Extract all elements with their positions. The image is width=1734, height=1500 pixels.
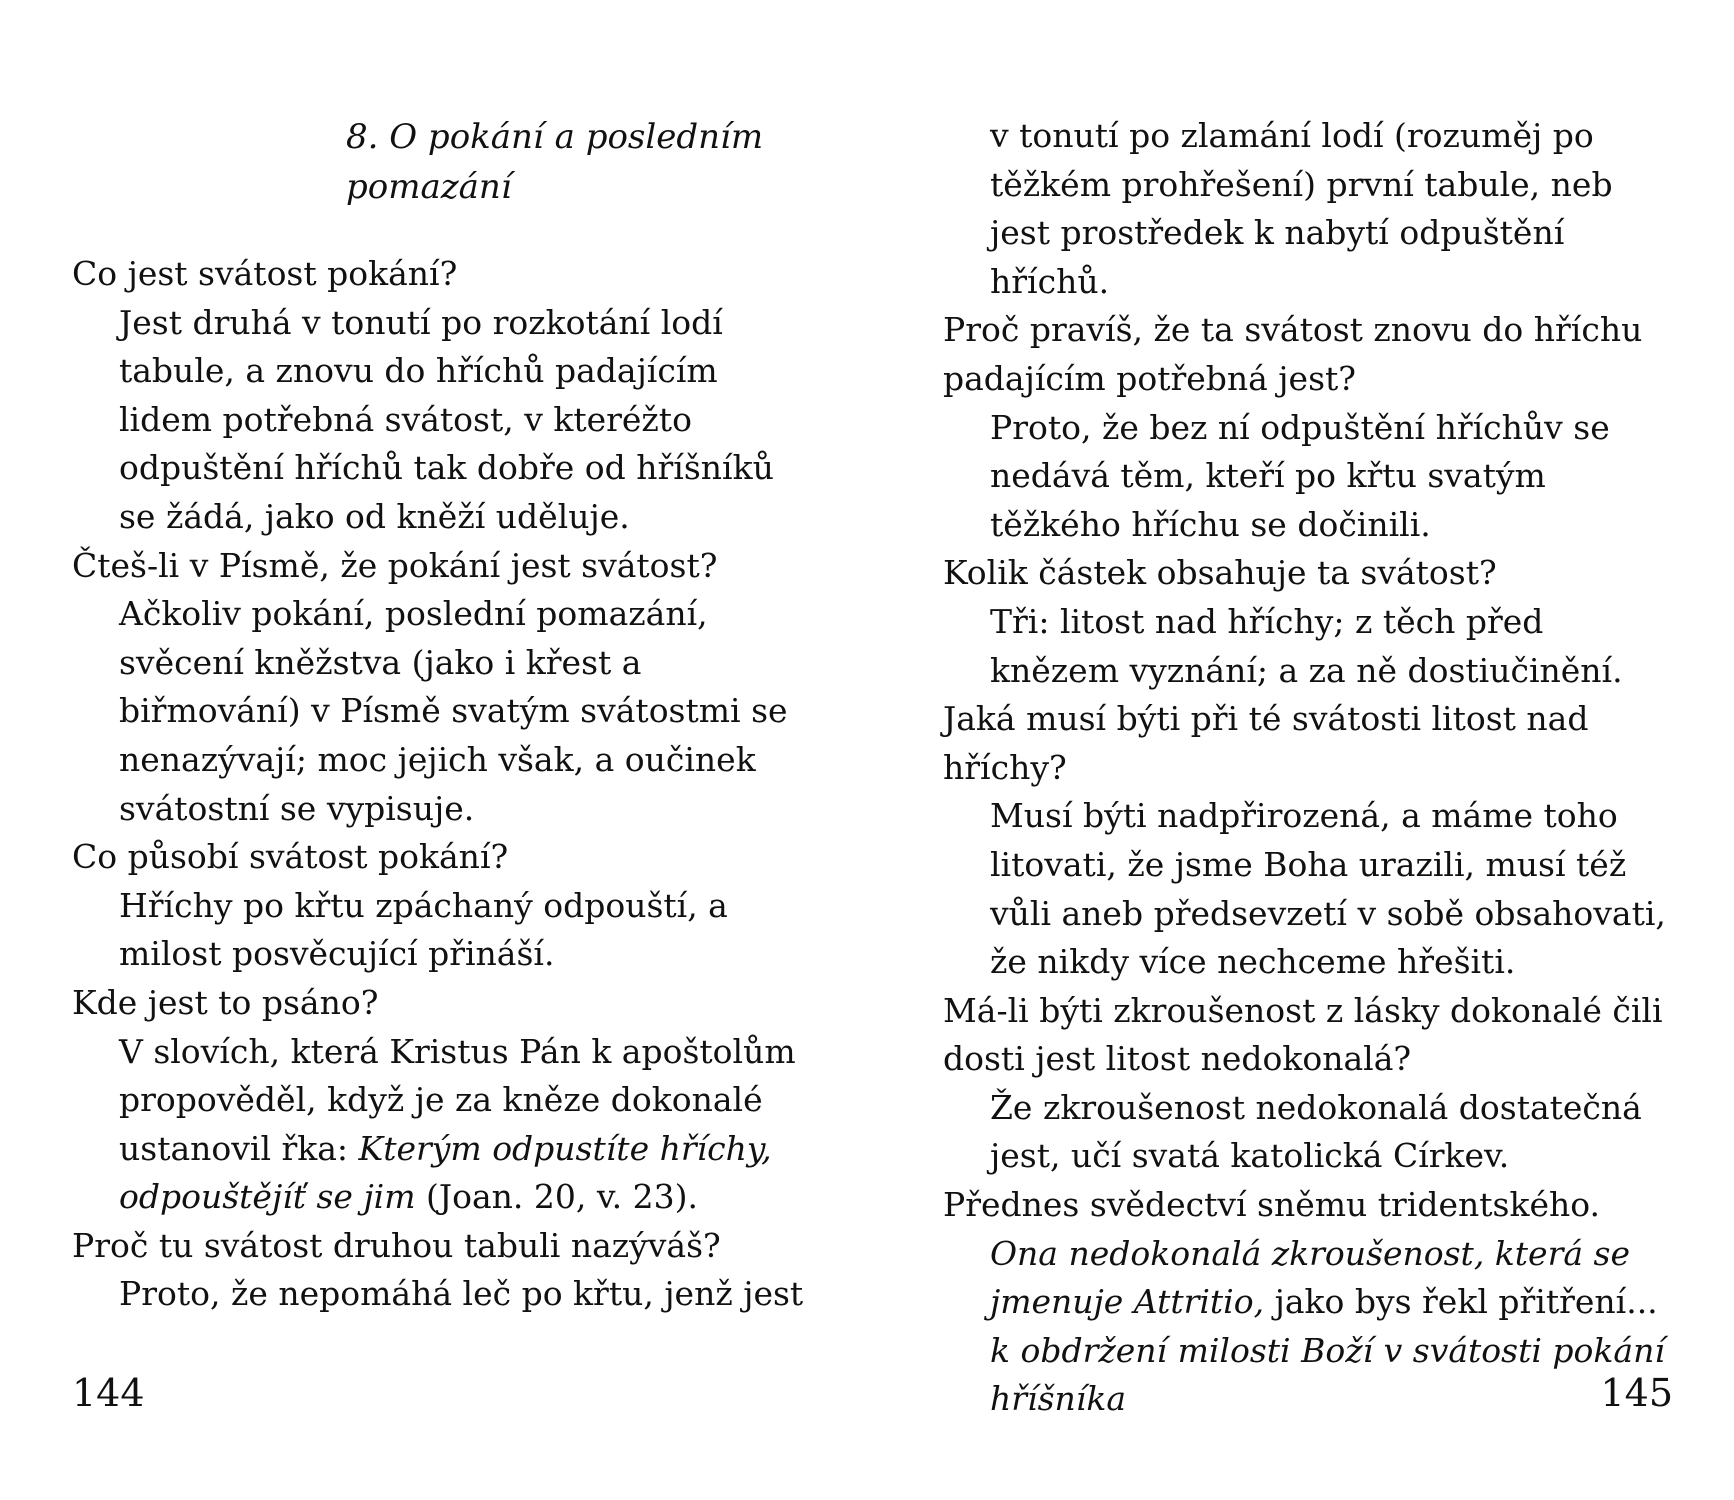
answer-text: Ačkoliv pokání, poslední pomazání, svěcení kněžstva (jako i křest a biřmování) v Písmě svatým svátostmi se nenazývají; moc jejich však, a oučinek svátostní se vypisuje.	[119, 594, 788, 828]
page-number: 145	[1600, 1371, 1673, 1415]
answer-continuation: v tonutí po zlamání lodí (rozuměj po těžkém prohřešení) první tabule, neb jest prostředek k nabytí odpuštění hříchů.	[990, 116, 1613, 301]
right-page-text	[943, 112, 1673, 1424]
question-text: Proč tu svátost druhou tabuli nazýváš?	[72, 1225, 721, 1265]
question-text: Kolik částek obsahuje ta svátost?	[943, 553, 1497, 593]
left-page-text	[72, 250, 812, 1319]
chapter-heading: 8. O pokání a posledním pomazání	[346, 117, 764, 207]
answer-text: Jest druhá v tonutí po rozkotání lodí tabule, a znovu do hříchů padajícím lidem potřebná svátost, v kteréžto odpuštění hříchů tak dobře od hříšníků se žádá, jako od kněží uděluje.	[119, 302, 774, 536]
question-text: Co jest svátost pokání?	[72, 254, 458, 293]
question-text: Čteš-li v Písmě, že pokání jest svátost?	[72, 545, 718, 585]
question-text: Co působí svátost pokání?	[72, 837, 509, 877]
question-text: Přednes svědectví sněmu tridentského.	[943, 1185, 1601, 1225]
answer-text: Proto, že bez ní odpuštění hříchův se nedává těm, kteří po křtu svatým těžkého hříchu se dočinili.	[990, 407, 1610, 544]
answer-text: Tři: litost nad hříchy; z těch před knězem vyznání; a za ně dostiučinění.	[990, 601, 1623, 690]
right-page	[943, 0, 1673, 1500]
answer-text: Musí býti nadpřirozená, a máme toho litovati, že jsme Boha urazili, musí též vůli aneb předsevzetí v sobě obsahovati, že nikdy více nechceme hřešiti.	[990, 796, 1666, 982]
question-text: Proč pravíš, že ta svátost znovu do hříchu padajícím potřebná jest?	[943, 310, 1643, 398]
answer-text-plain: jako bys řekl přitření...	[1264, 1282, 1658, 1322]
answer-text	[72, 1028, 812, 1222]
answer-text	[943, 1230, 1673, 1424]
question-text: Jaká musí býti při té svátosti litost nad hříchy?	[943, 699, 1589, 787]
answer-text: Že zkroušenost nedokonalá dostatečná jest, učí svatá katolická Církev.	[990, 1087, 1642, 1176]
answer-text: Hříchy po křtu zpáchaný odpouští, a milost posvěcující přináší.	[119, 885, 728, 974]
answer-text-plain: V slovích, která Kristus Pán k apoštolům propověděl, když je za kněze dokonalé ustanovil řka:	[119, 1031, 796, 1168]
council-quote: k obdržení milosti Boží v svátosti pokání hříšníka	[990, 1330, 1665, 1419]
question-text: Kde jest to psáno?	[72, 982, 379, 1022]
council-quote: Ona nedokonalá zkroušenost, která se jmenuje Attritio,	[990, 1233, 1630, 1322]
page-number: 144	[72, 1371, 145, 1415]
question-text: Má-li býti zkroušenost z lásky dokonalé čili dosti jest litost nedokonalá?	[943, 990, 1663, 1079]
left-page	[72, 0, 812, 1500]
answer-text: Proto, že nepomáhá leč po křtu, jenž jest	[119, 1274, 804, 1314]
citation-text: (Joan. 20, v. 23).	[415, 1177, 698, 1217]
scripture-quote: Kterým odpustíte hříchy, odpouštějíť se jim	[119, 1128, 772, 1217]
